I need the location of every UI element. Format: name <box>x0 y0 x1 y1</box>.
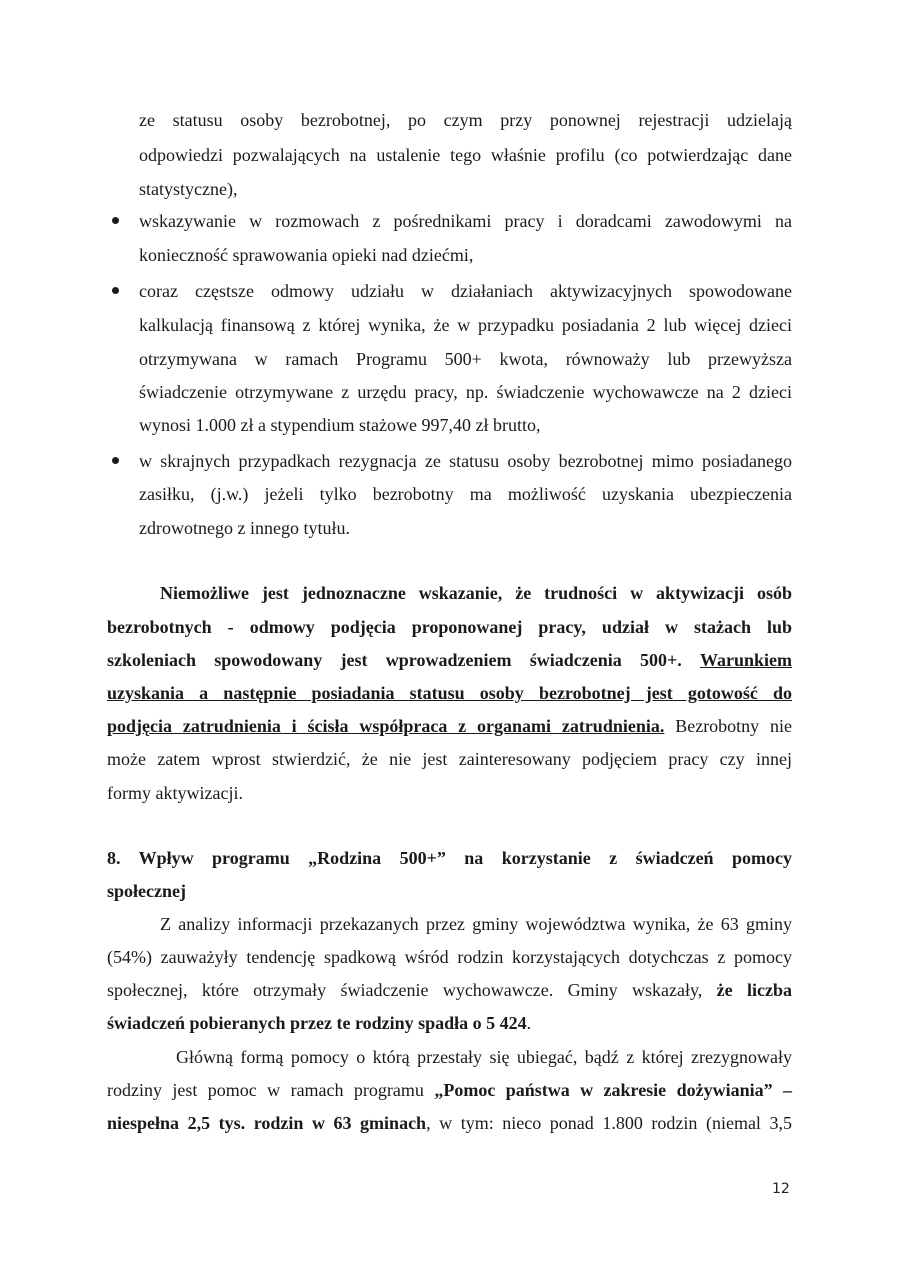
text-line: bezrobotnych - odmowy podjęcia proponowanej pracy, udział w stażach lub <box>107 617 792 637</box>
plain-text: rodziny jest pomoc w ramach programu <box>107 1080 424 1100</box>
text-line: świadczenie otrzymywane z urzędu pracy, np. świadczenie wychowawcze na 2 dzieci <box>139 382 792 402</box>
section-heading: 8. Wpływ programu „Rodzina 500+” na korzystanie z świadczeń pomocy <box>107 848 792 868</box>
text-line <box>107 979 792 1001</box>
text-line: ze statusu osoby bezrobotnej, po czym przy ponownej rejestracji udzielają <box>139 110 792 130</box>
text-line <box>107 649 792 671</box>
text-line: Główną formą pomocy o którą przestały się ubiegać, bądź z której zrezygnowały <box>176 1047 792 1067</box>
page-number: 12 <box>772 1181 790 1197</box>
underlined-text: podjęcia zatrudnienia i ścisła współpraca z organami zatrudnienia. <box>107 716 665 736</box>
bold-text: „Pomoc państwa w zakresie dożywiania” – <box>434 1080 792 1100</box>
text-line: może zatem wprost stwierdzić, że nie jest zainteresowany podjęciem pracy czy innej <box>107 749 792 769</box>
text-line: coraz częstsze odmowy udziału w działaniach aktywizacyjnych spowodowane <box>139 281 792 301</box>
plain-text: . <box>526 1013 532 1033</box>
text-line <box>107 715 792 737</box>
text-line <box>107 1112 792 1134</box>
text-line: konieczność sprawowania opieki nad dziećmi, <box>139 245 474 265</box>
text-line: wynosi 1.000 zł a stypendium stażowe 997,40 zł brutto, <box>139 415 541 435</box>
text-line: Niemożliwe jest jednoznaczne wskazanie, że trudności w aktywizacji osób <box>160 583 792 603</box>
text-line: otrzymywana w ramach Programu 500+ kwota, równoważy lub przewyższa <box>139 349 792 369</box>
bold-text: niespełna 2,5 tys. rodzin w 63 gminach <box>107 1113 427 1133</box>
text-line: zdrowotnego z innego tytułu. <box>139 518 350 538</box>
text-line: (54%) zauważyły tendencję spadkową wśród rodzin korzystających dotychczas z pomocy <box>107 947 792 967</box>
text-line: kalkulacją finansową z której wynika, że w przypadku posiadania 2 lub więcej dzieci <box>139 315 792 335</box>
bold-text: że liczba <box>716 980 793 1000</box>
bullet-dot <box>112 217 119 224</box>
text-line: uzyskania a następnie posiadania statusu osoby bezrobotnej jest gotowość do <box>107 683 792 703</box>
plain-text: , w tym: nieco ponad 1.800 rodzin (niemal 3,5 <box>426 1113 792 1133</box>
text-line: wskazywanie w rozmowach z pośrednikami pracy i doradcami zawodowymi na <box>139 211 792 231</box>
bold-text: szkoleniach spowodowany jest wprowadzeniem świadczenia 500+. <box>107 650 682 670</box>
bullet-dot <box>112 287 119 294</box>
plain-text: Bezrobotny nie <box>675 716 793 736</box>
text-line: formy aktywizacji. <box>107 783 243 803</box>
text-line: zasiłku, (j.w.) jeżeli tylko bezrobotny ma możliwość uzyskania ubezpieczenia <box>139 484 792 504</box>
text-line <box>107 1079 792 1101</box>
text-line <box>107 1012 531 1034</box>
text-line: statystyczne), <box>139 179 238 199</box>
section-heading: społecznej <box>107 881 186 901</box>
bold-text: świadczeń pobieranych przez te rodziny spadła o 5 424 <box>107 1013 527 1033</box>
bullet-dot <box>112 457 119 464</box>
text-line: odpowiedzi pozwalających na ustalenie tego właśnie profilu (co potwierdzając dane <box>139 145 792 165</box>
text-line: w skrajnych przypadkach rezygnacja ze statusu osoby bezrobotnej mimo posiadanego <box>139 451 792 471</box>
underlined-text: Warunkiem <box>700 650 793 670</box>
plain-text: społecznej, które otrzymały świadczenie wychowawcze. Gminy wskazały, <box>107 980 703 1000</box>
text-line: Z analizy informacji przekazanych przez gminy województwa wynika, że 63 gminy <box>160 914 792 934</box>
